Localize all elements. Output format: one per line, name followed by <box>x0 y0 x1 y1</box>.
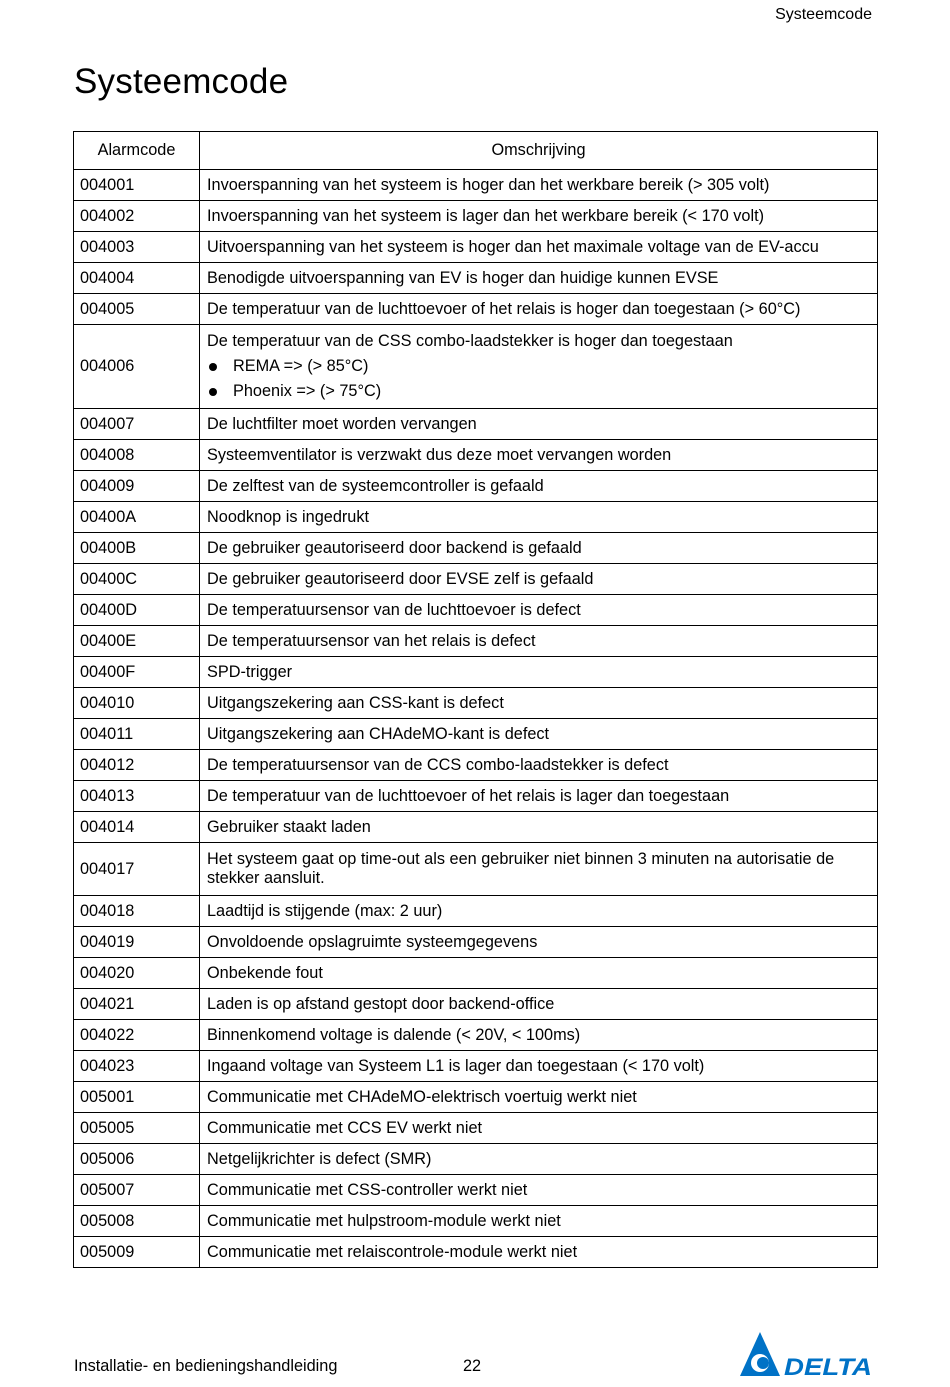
column-header-alarmcode: Alarmcode <box>74 132 200 170</box>
description-cell <box>200 1175 878 1206</box>
description-cell <box>200 440 878 471</box>
description-text: Communicatie met relaiscontrole-module werkt niet <box>207 1242 578 1261</box>
description-cell <box>200 294 878 325</box>
description-text: Communicatie met CSS-controller werkt niet <box>207 1180 528 1199</box>
description-cell <box>200 1082 878 1113</box>
description-cell <box>200 989 878 1020</box>
description-cell <box>200 958 878 989</box>
description-text: Netgelijkrichter is defect (SMR) <box>207 1149 432 1168</box>
alarm-code-cell: 004006 <box>74 325 200 409</box>
table-row <box>74 1082 878 1113</box>
table-row <box>74 471 878 502</box>
description-text: Laadtijd is stijgende (max: 2 uur) <box>207 901 443 920</box>
table-row <box>74 170 878 201</box>
description-cell <box>200 263 878 294</box>
table-header-row <box>74 132 878 170</box>
alarm-code-cell: 004012 <box>74 750 200 781</box>
description-cell <box>200 896 878 927</box>
description-cell <box>200 471 878 502</box>
description-cell <box>200 781 878 812</box>
table-row <box>74 719 878 750</box>
footer-document-title: Installatie- en bedieningshandleiding <box>74 1357 338 1375</box>
description-cell <box>200 843 878 896</box>
alarm-code-cell: 004017 <box>74 843 200 896</box>
table-row <box>74 781 878 812</box>
description-cell <box>200 812 878 843</box>
alarm-code-cell: 00400F <box>74 657 200 688</box>
description-text: Systeemventilator is verzwakt dus deze moet vervangen worden <box>207 445 672 464</box>
description-cell <box>200 1113 878 1144</box>
alarm-code-cell: 004023 <box>74 1051 200 1082</box>
description-cell <box>200 657 878 688</box>
table-row <box>74 896 878 927</box>
description-cell <box>200 1206 878 1237</box>
table-row <box>74 1175 878 1206</box>
alarm-code-cell: 004021 <box>74 989 200 1020</box>
running-header: Systeemcode <box>775 6 872 23</box>
table-row <box>74 843 878 896</box>
alarm-code-cell: 00400B <box>74 533 200 564</box>
description-text: Noodknop is ingedrukt <box>207 507 370 526</box>
table-row <box>74 232 878 263</box>
table-row <box>74 750 878 781</box>
table-row <box>74 325 878 409</box>
description-text: Communicatie met hulpstroom-module werkt niet <box>207 1211 561 1230</box>
alarm-code-cell: 004010 <box>74 688 200 719</box>
description-cell <box>200 325 878 409</box>
description-text: De temperatuur van de luchttoevoer of het relais is hoger dan toegestaan (> 60°C) <box>207 299 801 318</box>
description-text: De temperatuur van de CSS combo-laadstekker is hoger dan toegestaan <box>207 332 733 350</box>
delta-triangle-icon <box>740 1330 875 1378</box>
table-row <box>74 1113 878 1144</box>
alarm-code-cell: 00400C <box>74 564 200 595</box>
table-row <box>74 409 878 440</box>
description-cell <box>200 626 878 657</box>
description-bullet-list <box>207 357 871 401</box>
description-cell <box>200 170 878 201</box>
description-text: De temperatuursensor van het relais is defect <box>207 631 536 650</box>
description-text: Uitgangszekering aan CHAdeMO-kant is defect <box>207 724 550 743</box>
table-row <box>74 989 878 1020</box>
table-row <box>74 1020 878 1051</box>
description-text: De zelftest van de systeemcontroller is gefaald <box>207 476 544 495</box>
description-text: Uitvoerspanning van het systeem is hoger dan het maximale voltage van de EV-accu <box>207 237 819 256</box>
alarm-code-cell: 004018 <box>74 896 200 927</box>
alarm-code-cell: 00400E <box>74 626 200 657</box>
description-cell <box>200 688 878 719</box>
bullet-item: REMA => (> 85°C) <box>207 357 871 376</box>
table-row <box>74 812 878 843</box>
alarm-code-cell: 004003 <box>74 232 200 263</box>
description-text: De luchtfilter moet worden vervangen <box>207 414 477 433</box>
description-cell <box>200 232 878 263</box>
description-cell <box>200 1020 878 1051</box>
description-text: Binnenkomend voltage is dalende (< 20V, < 100ms) <box>207 1025 581 1044</box>
table-row <box>74 564 878 595</box>
bullet-item: Phoenix => (> 75°C) <box>207 382 871 401</box>
table-row <box>74 958 878 989</box>
table-row <box>74 294 878 325</box>
table-row <box>74 688 878 719</box>
table-row <box>74 1206 878 1237</box>
description-text: De gebruiker geautoriseerd door backend is gefaald <box>207 538 582 557</box>
alarm-code-cell: 005009 <box>74 1237 200 1268</box>
logo-text: DELTA <box>784 1354 872 1378</box>
table-row <box>74 263 878 294</box>
table-row <box>74 595 878 626</box>
delta-logo <box>740 1330 875 1383</box>
alarm-code-cell: 004002 <box>74 201 200 232</box>
page-title: Systeemcode <box>74 62 289 101</box>
table-row <box>74 626 878 657</box>
description-text: SPD-trigger <box>207 662 293 681</box>
alarm-code-cell: 004013 <box>74 781 200 812</box>
alarm-code-cell: 00400A <box>74 502 200 533</box>
description-cell <box>200 1051 878 1082</box>
alarm-code-cell: 005005 <box>74 1113 200 1144</box>
table-row <box>74 440 878 471</box>
description-cell <box>200 564 878 595</box>
alarm-code-table <box>73 131 878 1268</box>
description-text: De temperatuur van de luchttoevoer of het relais is lager dan toegestaan <box>207 786 730 805</box>
alarm-code-cell: 004014 <box>74 812 200 843</box>
table-body <box>74 170 878 1268</box>
alarm-code-cell: 00400D <box>74 595 200 626</box>
description-text: De temperatuursensor van de CCS combo-laadstekker is defect <box>207 755 669 774</box>
alarm-code-cell: 005007 <box>74 1175 200 1206</box>
alarm-code-cell: 004020 <box>74 958 200 989</box>
description-cell <box>200 927 878 958</box>
alarm-code-cell: 004001 <box>74 170 200 201</box>
description-text: De gebruiker geautoriseerd door EVSE zelf is gefaald <box>207 569 594 588</box>
description-text: Ingaand voltage van Systeem L1 is lager dan toegestaan (< 170 volt) <box>207 1056 705 1075</box>
description-cell <box>200 1144 878 1175</box>
description-text: Laden is op afstand gestopt door backend-office <box>207 994 555 1013</box>
description-text: De temperatuursensor van de luchttoevoer is defect <box>207 600 581 619</box>
alarm-code-cell: 004008 <box>74 440 200 471</box>
description-text: Communicatie met CCS EV werkt niet <box>207 1118 483 1137</box>
description-text: Uitgangszekering aan CSS-kant is defect <box>207 693 504 712</box>
alarm-code-cell: 004004 <box>74 263 200 294</box>
description-text: Onbekende fout <box>207 963 323 982</box>
alarm-code-cell: 004019 <box>74 927 200 958</box>
table-row <box>74 1144 878 1175</box>
description-text: Onvoldoende opslagruimte systeemgegevens <box>207 932 538 951</box>
alarm-code-cell: 005001 <box>74 1082 200 1113</box>
column-header-omschrijving: Omschrijving <box>200 132 878 170</box>
description-text: Invoerspanning van het systeem is hoger dan het werkbare bereik (> 305 volt) <box>207 175 770 194</box>
table-row <box>74 1051 878 1082</box>
table-row <box>74 657 878 688</box>
description-cell <box>200 201 878 232</box>
description-text: Het systeem gaat op time-out als een gebruiker niet binnen 3 minuten na autorisatie de stekker aansluit. <box>207 850 835 887</box>
table-row <box>74 1237 878 1268</box>
alarm-code-cell: 005006 <box>74 1144 200 1175</box>
description-text: Gebruiker staakt laden <box>207 817 371 836</box>
table-row <box>74 533 878 564</box>
table-row <box>74 201 878 232</box>
description-text: Communicatie met CHAdeMO-elektrisch voertuig werkt niet <box>207 1087 637 1106</box>
alarm-code-cell: 004005 <box>74 294 200 325</box>
table-row <box>74 927 878 958</box>
table-row <box>74 502 878 533</box>
alarm-code-cell: 004022 <box>74 1020 200 1051</box>
description-cell <box>200 750 878 781</box>
alarm-code-cell: 004007 <box>74 409 200 440</box>
description-text: Benodigde uitvoerspanning van EV is hoger dan huidige kunnen EVSE <box>207 268 719 287</box>
page-number: 22 <box>463 1357 482 1375</box>
description-cell <box>200 595 878 626</box>
description-cell <box>200 1237 878 1268</box>
description-cell <box>200 409 878 440</box>
description-cell <box>200 719 878 750</box>
alarm-code-cell: 004011 <box>74 719 200 750</box>
description-cell <box>200 533 878 564</box>
alarm-code-cell: 005008 <box>74 1206 200 1237</box>
description-text: Invoerspanning van het systeem is lager dan het werkbare bereik (< 170 volt) <box>207 206 765 225</box>
description-cell <box>200 502 878 533</box>
alarm-code-cell: 004009 <box>74 471 200 502</box>
